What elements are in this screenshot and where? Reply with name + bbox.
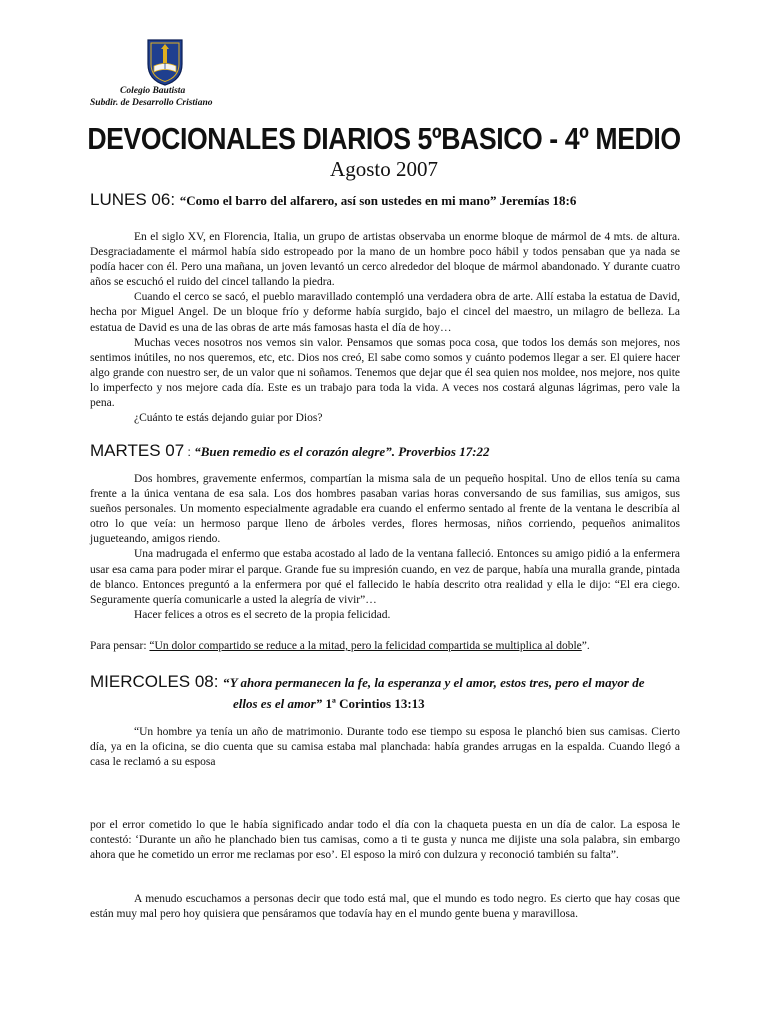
monday-heading: [90, 189, 576, 212]
paragraph: Muchas veces nosotros nos vemos sin valor. Pensamos que somas poca cosa, que todos los demás son mejores, nos sentimos inútiles, no nos queremos, etc, etc. Dios nos creó, El sabe como somos y cuánto podemos llegar a ser. El quiere hacer algo grande con nuestro ser, de un valor que ni soñamos. Tenemos que dejar que él sea quien nos moldee, nos mejore, nos quite lo imperfecto y nos mejore cada día. Este es un trabajo para toda la vida. A veces nos costará algunas lágrimas, pero vale la pena.: [90, 336, 680, 410]
tuesday-body: [90, 472, 680, 623]
day-label: MIERCOLES 08:: [90, 672, 219, 691]
verse-quote: “Como el barro del alfarero, así son ustedes en mi mano” Jeremías 18:6: [179, 193, 577, 208]
organization-name: [90, 85, 250, 109]
paragraph: Una madrugada el enfermo que estaba acostado al lado de la ventana falleció. Entonces su amigo pidió a la enfermera usar esa cama para poder mirar el parque. Grande fue su impresión cuando, en vez de parque, había una muralla grande, pintada de blanco. Entonces preguntó a la enfermera por qué el fallecido le había descrito otra realidad y ella le dijo: “El era ciego. Seguramente quería comunicarle a usted la alegría de vivir”…: [90, 548, 680, 606]
document-subtitle: Agosto 2007: [330, 157, 438, 181]
wednesday-heading-cont: [233, 692, 425, 715]
paragraph: ¿Cuánto te estás dejando guiar por Dios?: [134, 412, 323, 425]
verse-quote-line-2: ellos es el amor”: [233, 696, 323, 711]
wednesday-body-part-1: [90, 725, 680, 770]
wednesday-body-part-3: [90, 892, 680, 922]
verse-quote-line-1: Y ahora permanecen la fe, la esperanza y el amor, estos tres, pero el mayor de: [229, 675, 645, 690]
day-label: MARTES 07: [90, 441, 185, 460]
quote-open: “: [223, 675, 230, 690]
org-line-2: Subdir. de Desarrollo Cristiano: [90, 98, 213, 108]
tuesday-heading: [90, 440, 490, 463]
reflection-text: “Un dolor compartido se reduce a la mitad, pero la felicidad compartida se multiplica al doble: [149, 640, 582, 652]
paragraph: Cuando el cerco se sacó, el pueblo maravillado contempló una verdadera obra de arte. Allí estaba la estatua de David, hecha por Miguel Angel. De un bloque frío y deforme había surgido, bajo el cincel del maestro, un milagro de belleza. La estatua de David es una de las obras de arte más famosas hasta el día de hoy…: [90, 291, 680, 334]
org-line-1: Colegio Bautista: [120, 86, 186, 96]
monday-body: [90, 230, 680, 426]
school-crest-logo: [146, 34, 184, 86]
verse-reference: 1ª Corintios 13:13: [322, 696, 425, 711]
paragraph: En el siglo XV, en Florencia, Italia, un grupo de artistas observaba un enorme bloque de mármol de 4 mts. de altura. Desgraciadamente el mármol había sido estropeado por la mano de un hombre poco hábil y todos pensaban que ya nada se podía hacer con él. Pero una mañana, un joven levantó un cerco alrededor del bloque de mármol abandonado. Y durante cuatro años se escuchó el ruido del cincel tallando la piedra.: [90, 231, 680, 289]
document-title: DEVOCIONALES DIARIOS 5ºBASICO - 4º MEDIO: [87, 121, 681, 156]
reflection-label: Para pensar:: [90, 640, 150, 652]
paragraph: A menudo escuchamos a personas decir que todo está mal, que el mundo es todo negro. Es cierto que hay cosas que están muy mal pero hoy quisiera que pensáramos que todavía hay en el mundo gente buena y maravillosa.: [90, 893, 680, 921]
paragraph: “Un hombre ya tenía un año de matrimonio. Durante todo ese tiempo su esposa le planchó bien sus camisas. Cierto día, ya en la oficina, se dio cuenta que su camisa estaba mal planchada: había grandes arrugas en la espalda. Cuando llegó a casa le reclamó a su esposa: [90, 726, 680, 769]
separator: :: [184, 445, 195, 459]
reflection-end: ”.: [581, 640, 590, 652]
wednesday-body-part-2: [90, 818, 680, 863]
paragraph: por el error cometido lo que le había significado andar todo el día con la chaqueta puesta en un día de calor. La esposa le contestó: ‘Durante un año he planchado bien tus camisas, como a ti te gusta y nunca me dijiste una sola palabra, sin embargo ahora que he cometido un error me reclamas por eso’. El esposo la miró con dulzura y reconoció también su falta”.: [90, 819, 680, 862]
reflection: [90, 639, 680, 654]
verse-quote: “Buen remedio es el corazón alegre”. Proverbios 17:22: [194, 444, 490, 459]
paragraph: Hacer felices a otros es el secreto de la propia felicidad.: [134, 608, 391, 621]
wednesday-heading: [90, 671, 645, 694]
paragraph: Dos hombres, gravemente enfermos, compartían la misma sala de un pequeño hospital. Uno de ellos tenía su cama frente a la única ventana de esa sala. Los dos hombres pasaban varias horas conversando de sus familias, sus amigos, sus sueños personales. Un momento especialmente agradable era cuando el enfermo sentado al frente de la ventana le describía al otro lo que veía: un hermoso parque lleno de árboles verdes, flores hermosas, niños corriendo, pequeños animalitos jugueteando, amigos riendo.: [90, 473, 680, 546]
day-label: LUNES 06:: [90, 190, 176, 209]
